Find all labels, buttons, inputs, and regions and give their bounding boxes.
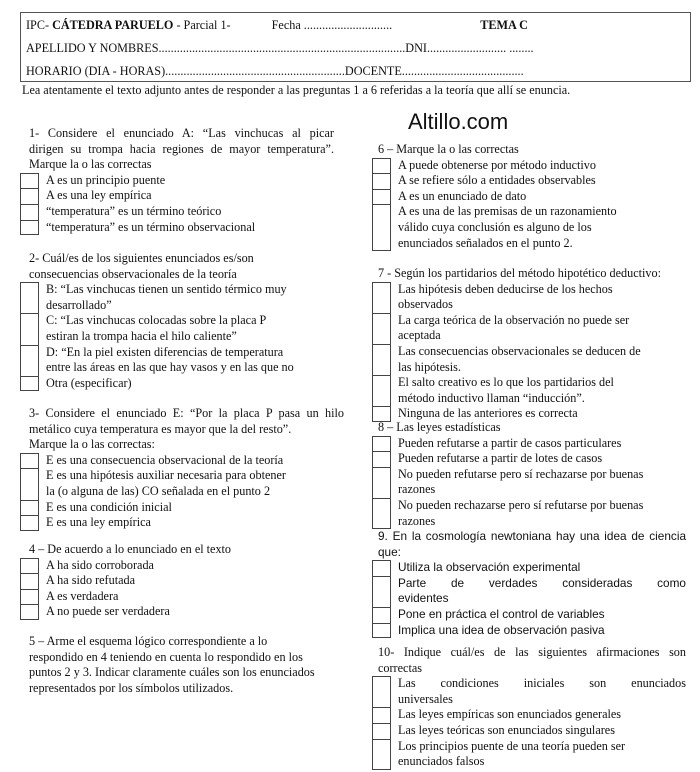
answer-option-line: estiran la trompa hacia el hilo caliente” — [46, 328, 237, 343]
answer-option-line: A es una ley empírica — [46, 188, 152, 203]
instruction-text: Lea atentamente el texto adjunto antes de responder a las preguntas 1 a 6 referidas a la teoría que allí se enuncia. — [22, 83, 571, 97]
answer-option-text — [39, 188, 334, 204]
answer-option-text — [391, 723, 686, 739]
header-title-row — [26, 18, 528, 33]
answer-checkbox[interactable] — [372, 607, 391, 623]
answer-option-text — [391, 375, 688, 406]
answer-options — [20, 173, 334, 235]
answer-option — [20, 468, 344, 499]
answer-option — [372, 282, 688, 313]
answer-checkbox[interactable] — [20, 589, 39, 605]
answer-option-text — [39, 173, 334, 189]
question-text-line: puntos 2 y 3. Indicar claramente cuáles son los enunciados — [29, 665, 315, 680]
answer-options — [372, 158, 688, 252]
answer-option — [372, 723, 686, 739]
answer-option-text — [39, 453, 344, 469]
answer-option-text — [391, 623, 686, 639]
answer-option — [372, 173, 688, 189]
answer-options — [372, 676, 686, 770]
question-text-line: 1- Considere el enunciado A: “Las vinchucas al picar — [29, 126, 334, 140]
answer-option-line: A ha sido refutada — [46, 573, 136, 588]
answer-option-text — [391, 313, 688, 344]
answer-option — [372, 498, 688, 529]
answer-option-text — [391, 436, 688, 452]
question-text-line: representados por los símbolos utilizados. — [29, 680, 234, 695]
answer-option — [372, 189, 688, 205]
answer-option-line: A es una de las premisas de un razonamiento — [398, 204, 617, 219]
answer-option-text — [39, 376, 344, 392]
answer-checkbox[interactable] — [20, 376, 39, 392]
question-q6 — [378, 142, 688, 251]
answer-option-line: “temperatura” es un término observacional — [46, 219, 256, 234]
answer-option-line: No pueden rechazarse pero sí refutarse por buenas — [398, 497, 644, 512]
question-q3 — [29, 406, 344, 531]
altillo-watermark: Altillo.com — [408, 109, 509, 134]
answer-option — [20, 500, 344, 516]
answer-option-line: Otra (especificar) — [46, 375, 132, 390]
answer-option-text — [391, 576, 686, 607]
answer-option — [372, 204, 688, 251]
answer-checkbox[interactable] — [20, 313, 39, 344]
answer-option — [372, 707, 686, 723]
answer-checkbox[interactable] — [20, 345, 39, 376]
answer-checkbox[interactable] — [20, 573, 39, 589]
answer-option-text — [39, 204, 334, 220]
answer-checkbox[interactable] — [20, 453, 39, 469]
answer-checkbox[interactable] — [20, 188, 39, 204]
answer-option-text — [391, 739, 686, 770]
answer-option-text — [39, 468, 344, 499]
question-text-line: correctas — [378, 660, 422, 675]
answer-option-line: Las leyes empíricas son enunciados generales — [398, 707, 622, 722]
answer-checkbox[interactable] — [372, 375, 391, 406]
header-parcial: - Parcial 1- — [176, 18, 231, 32]
answer-options — [20, 282, 344, 391]
header-catedra: CÁTEDRA PARUELO — [52, 18, 174, 32]
answer-option — [20, 589, 344, 605]
answer-option-line: razones — [398, 482, 436, 497]
answer-option — [372, 375, 688, 406]
answer-option-line: desarrollado” — [46, 297, 112, 312]
answer-checkbox[interactable] — [372, 204, 391, 251]
answer-option-line: razones — [398, 513, 436, 528]
answer-option-line: Ninguna de las anteriores es correcta — [398, 406, 578, 421]
answer-checkbox[interactable] — [372, 158, 391, 174]
answer-checkbox[interactable] — [372, 707, 391, 723]
answer-option — [372, 313, 688, 344]
answer-option-line: Pueden refutarse a partir de lotes de casos — [398, 451, 603, 466]
answer-option — [372, 560, 686, 576]
answer-option-text — [391, 282, 688, 313]
answer-option-line: Utiliza la observación experimental — [398, 560, 581, 575]
answer-checkbox[interactable] — [372, 436, 391, 452]
answer-option-line: E es una consecuencia observacional de la teoría — [46, 452, 284, 467]
answer-checkbox[interactable] — [372, 623, 391, 639]
answer-option-text — [391, 607, 686, 623]
answer-options — [372, 560, 686, 638]
answer-option-line: No pueden refutarse pero sí rechazarse por buenas — [398, 466, 644, 481]
question-text-line: 6 – Marque la o las correctas — [378, 142, 519, 156]
answer-option — [20, 204, 334, 220]
question-q9 — [378, 529, 686, 638]
question-text-line: que: — [378, 544, 401, 559]
answer-option — [372, 451, 688, 467]
answer-option-line: Parte de verdades consideradas como — [398, 575, 686, 590]
answer-option — [20, 573, 344, 589]
answer-option-text — [39, 220, 334, 236]
answer-option-line: D: “En la piel existen diferencias de temperatura — [46, 344, 284, 359]
header-tema: TEMA C — [480, 18, 528, 32]
answer-option — [372, 344, 688, 375]
answer-checkbox[interactable] — [372, 313, 391, 344]
answer-option — [20, 515, 344, 531]
answer-option — [20, 453, 344, 469]
answer-option-text — [391, 173, 688, 189]
answer-option — [372, 158, 688, 174]
answer-option — [20, 345, 344, 376]
question-q7 — [378, 266, 688, 422]
answer-option-line: B: “Las vinchucas tienen un sentido térmico muy — [46, 282, 287, 297]
answer-options — [372, 282, 688, 422]
answer-option-line: Las condiciones iniciales son enunciados — [398, 676, 686, 691]
answer-option-text — [391, 344, 688, 375]
answer-checkbox[interactable] — [372, 676, 391, 707]
answer-checkbox[interactable] — [20, 500, 39, 516]
answer-option-text — [391, 498, 688, 529]
answer-options — [372, 436, 688, 530]
answer-option-line: Las consecuencias observacionales se deducen de — [398, 343, 641, 358]
answer-option-line: A no puede ser verdadera — [46, 604, 170, 619]
answer-checkbox[interactable] — [372, 498, 391, 529]
answer-option-text — [391, 451, 688, 467]
answer-option-text — [391, 707, 686, 723]
answer-checkbox[interactable] — [20, 604, 39, 620]
answer-checkbox[interactable] — [372, 739, 391, 770]
answer-checkbox[interactable] — [20, 468, 39, 499]
answer-option-line: la (o alguna de las) CO señalada en el punto 2 — [46, 483, 271, 498]
question-text-line: 2- Cuál/es de los siguientes enunciados es/son — [29, 251, 254, 265]
question-q5 — [29, 634, 349, 696]
answer-option-line: A es verdadera — [46, 588, 119, 603]
answer-option — [20, 376, 344, 392]
answer-options — [20, 558, 344, 620]
question-q2 — [29, 251, 344, 391]
answer-option-line: método inductivo llaman “inducción”. — [398, 390, 585, 405]
answer-option-line: válido cuya conclusión es alguno de los — [398, 219, 592, 234]
answer-checkbox[interactable] — [372, 173, 391, 189]
answer-option — [20, 604, 344, 620]
answer-option-text — [39, 589, 344, 605]
question-text-line: 8 – Las leyes estadísticas — [378, 420, 501, 434]
answer-option-line: “temperatura” es un término teórico — [46, 203, 222, 218]
answer-option-line: Pueden refutarse a partir de casos particulares — [398, 435, 622, 450]
answer-option-text — [39, 558, 344, 574]
question-text-line: respondido en 4 teniendo en cuenta lo respondido en los — [29, 649, 303, 664]
answer-checkbox[interactable] — [372, 723, 391, 739]
question-text-line: 7 - Según los partidarios del método hipotético deductivo: — [378, 266, 661, 280]
answer-option — [372, 676, 686, 707]
answer-checkbox[interactable] — [372, 344, 391, 375]
header-ipc: IPC- — [26, 18, 50, 32]
question-q1 — [29, 126, 334, 235]
answer-option-text — [391, 560, 686, 576]
answer-option-text — [391, 158, 688, 174]
answer-option — [20, 173, 334, 189]
answer-option — [20, 313, 344, 344]
answer-option-line: A ha sido corroborada — [46, 557, 154, 572]
answer-option-text — [39, 515, 344, 531]
answer-checkbox[interactable] — [372, 451, 391, 467]
question-text-line: 9. En la cosmología newtoniana hay una idea de ciencia — [378, 529, 686, 543]
question-q4 — [29, 542, 344, 620]
answer-option-line: Las leyes teóricas son enunciados singulares — [398, 722, 615, 737]
answer-checkbox[interactable] — [372, 560, 391, 576]
answer-option-line: universales — [398, 691, 453, 706]
question-text-line: 10- Indique cuál/es de las siguientes afirmaciones son — [378, 645, 686, 659]
question-text-line: 5 – Arme el esquema lógico correspondiente a lo — [29, 634, 268, 648]
answer-option — [372, 607, 686, 623]
answer-checkbox[interactable] — [20, 220, 39, 236]
answer-option-line: La carga teórica de la observación no puede ser — [398, 312, 630, 327]
answer-option-line: E es una ley empírica — [46, 515, 151, 530]
answer-option-line: Pone en práctica el control de variables — [398, 606, 605, 621]
answer-option-line: E es una hipótesis auxiliar necesaria para obtener — [46, 468, 286, 483]
answer-option-text — [391, 204, 688, 251]
answer-option-line: A se refiere sólo a entidades observables — [398, 173, 596, 188]
answer-option — [20, 558, 344, 574]
answer-option-line: A puede obtenerse por método inductivo — [398, 157, 596, 172]
answer-checkbox[interactable] — [20, 204, 39, 220]
question-q8 — [378, 420, 688, 529]
answer-option-line: C: “Las vinchucas colocadas sobre la placa P — [46, 313, 267, 328]
question-text-line: metálico cuya temperatura es mayor que la del resto”. — [29, 421, 292, 436]
header-horario-docente-field[interactable]: HORARIO (DIA - HORAS)...........................................................DOCENTE........................................ — [26, 64, 524, 78]
answer-option-line: Las hipótesis deben deducirse de los hechos — [398, 281, 613, 296]
answer-option — [372, 623, 686, 639]
answer-option-line: entre las áreas en las que hay vasos y en las que no — [46, 360, 294, 375]
answer-option — [20, 282, 344, 313]
answer-option-line: enunciados falsos — [398, 754, 485, 769]
answer-option-line: Los principios puente de una teoría pueden ser — [398, 738, 626, 753]
question-text-line: 3- Considere el enunciado E: “Por la placa P pasa un hilo — [29, 406, 344, 420]
answer-option-text — [39, 282, 344, 313]
answer-option-text — [391, 189, 688, 205]
answer-option-line: aceptada — [398, 328, 441, 343]
answer-checkbox[interactable] — [372, 282, 391, 313]
answer-option — [20, 188, 334, 204]
answer-checkbox[interactable] — [20, 282, 39, 313]
answer-option-line: A es un enunciado de dato — [398, 188, 527, 203]
answer-option-line: El salto creativo es lo que los partidarios del — [398, 375, 614, 390]
question-q10 — [378, 645, 686, 770]
answer-option — [372, 576, 686, 607]
answer-option-line: A es un principio puente — [46, 172, 166, 187]
answer-option-line: observados — [398, 297, 453, 312]
answer-checkbox[interactable] — [20, 173, 39, 189]
answer-option-line: enunciados señalados en el punto 2. — [398, 235, 573, 250]
answer-checkbox[interactable] — [20, 558, 39, 574]
answer-option-line: evidentes — [398, 591, 449, 606]
question-text-line: 4 – De acuerdo a lo enunciado en el texto — [29, 542, 232, 556]
answer-checkbox[interactable] — [372, 189, 391, 205]
answer-option-text — [391, 467, 688, 498]
answer-option-line: E es una condición inicial — [46, 499, 172, 514]
answer-option-text — [39, 500, 344, 516]
answer-option-text — [39, 573, 344, 589]
answer-options — [20, 453, 344, 531]
answer-checkbox[interactable] — [20, 515, 39, 531]
answer-checkbox[interactable] — [372, 576, 391, 607]
question-text-line: Marque la o las correctas — [29, 157, 152, 172]
answer-option-text — [39, 604, 344, 620]
header-fecha-field[interactable]: Fecha ............................. — [271, 18, 393, 32]
student-info-header — [20, 12, 691, 82]
answer-option — [20, 220, 334, 236]
answer-option — [372, 739, 686, 770]
question-text-line: Marque la o las correctas: — [29, 437, 155, 452]
answer-option-text — [391, 676, 686, 707]
header-apellido-dni-field[interactable]: APELLIDO Y NOMBRES.................................................................................DNI.......................... ........ — [26, 41, 534, 55]
answer-option — [372, 467, 688, 498]
answer-checkbox[interactable] — [372, 467, 391, 498]
answer-option — [372, 436, 688, 452]
question-text-line: consecuencias observacionales de la teoría — [29, 266, 237, 281]
answer-option-line: las hipótesis. — [398, 359, 461, 374]
answer-option-line: Implica una idea de observación pasiva — [398, 622, 605, 637]
question-text-line: dirigen su trompa hacia regiones de mayor temperatura”. — [29, 141, 334, 156]
answer-option-text — [39, 345, 344, 376]
answer-option-text — [39, 313, 344, 344]
